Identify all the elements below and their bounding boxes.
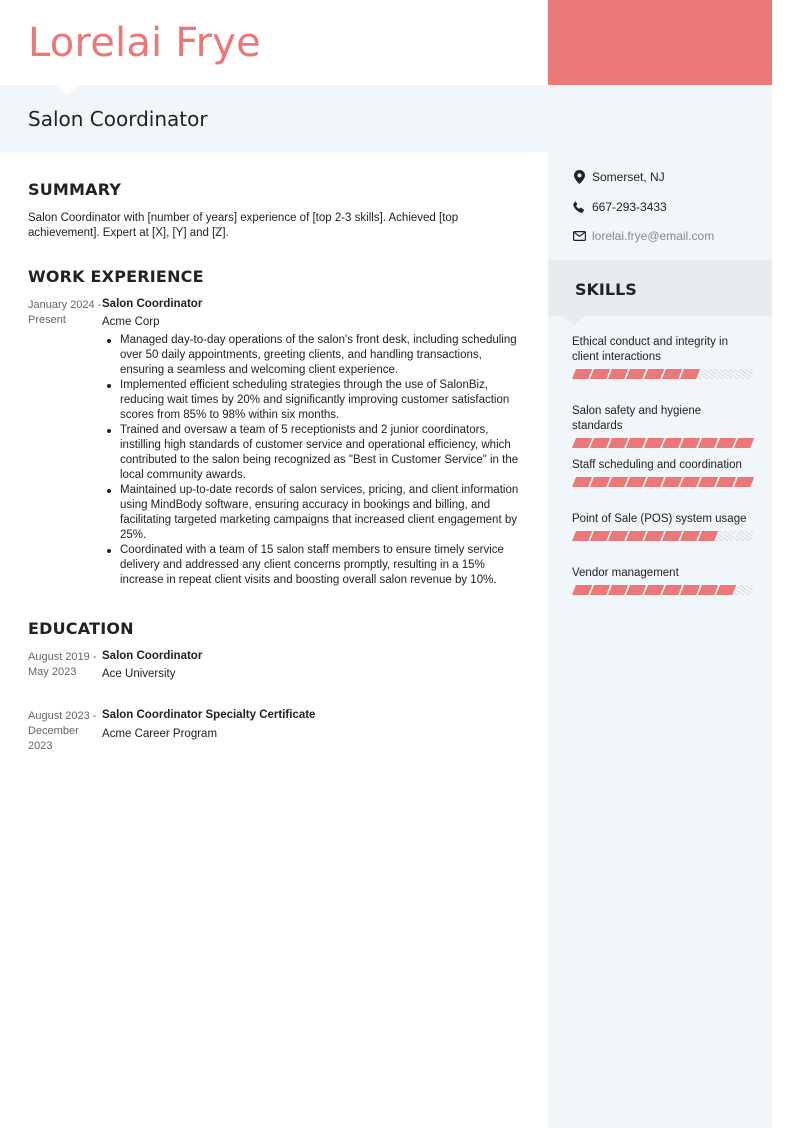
rating-segment-filled [662, 477, 682, 487]
rating-segment-filled [698, 585, 718, 595]
rating-segment-filled [590, 369, 610, 379]
skill-item [572, 566, 754, 597]
skill-label: Ethical conduct and integrity in client interactions [572, 336, 728, 363]
skill-label: Vendor management [572, 567, 679, 579]
rating-segment-filled [716, 477, 736, 487]
rating-segment-filled [680, 585, 700, 595]
rating-segment-filled [662, 585, 682, 595]
work-date: January 2024 - Present [28, 299, 102, 326]
rating-segment-filled [572, 369, 592, 379]
rating-segment-filled [680, 531, 700, 541]
rating-segment-filled [572, 531, 592, 541]
phone-icon [572, 200, 586, 214]
list-item: Managed day-to-day operations of the salon's front desk, including scheduling over 50 daily appointments, greeting clients, and handling transactions, ensuring a seamless and welcoming client experience. [102, 333, 522, 378]
skill-rating-bar [572, 477, 754, 489]
skills-heading: SKILLS [575, 280, 637, 299]
contact-location [572, 170, 665, 184]
rating-segment-filled [644, 438, 664, 448]
work-role: Salon Coordinator [102, 298, 203, 310]
rating-segment-filled [608, 438, 628, 448]
contact-phone [572, 200, 667, 214]
candidate-name: Lorelai Frye [28, 20, 261, 66]
rating-segment-filled [680, 477, 700, 487]
rating-segment-filled [608, 369, 628, 379]
rating-segment-filled [590, 477, 610, 487]
skill-item [572, 512, 754, 543]
rating-segment-filled [608, 477, 628, 487]
education-date: August 2023 - December 2023 [28, 710, 97, 752]
rating-segment-filled [626, 531, 646, 541]
rating-segment-empty [734, 585, 754, 595]
skill-rating-bar [572, 369, 754, 381]
skill-item [572, 335, 754, 381]
skills-header [548, 260, 772, 316]
rating-segment-filled [662, 369, 682, 379]
header-accent-block [548, 0, 772, 85]
education-heading: EDUCATION [28, 619, 134, 638]
rating-segment-filled [608, 585, 628, 595]
list-item: Trained and oversaw a team of 5 receptionists and 2 junior coordinators, instilling high standards of customer service and operational efficiency, which contributed to the salon being recognized as "Best in Customer Service" in the local community awards. [102, 423, 522, 483]
skill-label: Salon safety and hygiene standards [572, 405, 702, 432]
rating-segment-filled [572, 477, 592, 487]
rating-segment-empty [716, 369, 736, 379]
education-role: Salon Coordinator Specialty Certificate [102, 709, 316, 721]
rating-segment-filled [734, 438, 754, 448]
rating-segment-filled [644, 477, 664, 487]
phone-text: 667-293-3433 [592, 200, 667, 214]
rating-segment-filled [716, 438, 736, 448]
work-bullets [102, 333, 522, 588]
education-role: Salon Coordinator [102, 650, 203, 662]
rating-segment-empty [734, 531, 754, 541]
location-text: Somerset, NJ [592, 170, 665, 184]
education-org: Ace University [102, 668, 176, 680]
skill-label: Point of Sale (POS) system usage [572, 513, 747, 525]
work-heading: WORK EXPERIENCE [28, 267, 204, 286]
summary-text: Salon Coordinator with [number of years] experience of [top 2-3 skills]. Achieved [top achievement]. Expert at [X], [Y] and [Z]. [28, 212, 459, 239]
skill-item [572, 404, 754, 450]
rating-segment-filled [662, 438, 682, 448]
rating-segment-filled [698, 438, 718, 448]
envelope-icon [572, 229, 586, 243]
title-notch [56, 85, 78, 96]
map-pin-icon [572, 170, 586, 184]
rating-segment-filled [734, 477, 754, 487]
work-org: Acme Corp [102, 316, 160, 328]
rating-segment-filled [698, 477, 718, 487]
rating-segment-filled [680, 438, 700, 448]
skill-label: Staff scheduling and coordination [572, 459, 742, 471]
rating-segment-filled [698, 531, 718, 541]
rating-segment-filled [590, 585, 610, 595]
rating-segment-filled [626, 585, 646, 595]
skill-rating-bar [572, 531, 754, 543]
rating-segment-filled [626, 477, 646, 487]
email-link[interactable]: lorelai.frye@email.com [592, 229, 715, 243]
skills-notch [563, 316, 585, 325]
list-item: Implemented efficient scheduling strategies through the use of SalonBiz, reducing wait times by 20% and significantly improving customer satisfaction scores from 85% to 98% within six months. [102, 378, 522, 423]
rating-segment-empty [716, 531, 736, 541]
rating-segment-empty [734, 369, 754, 379]
rating-segment-filled [590, 531, 610, 541]
rating-segment-filled [644, 369, 664, 379]
skill-rating-bar [572, 585, 754, 597]
education-date: August 2019 - May 2023 [28, 651, 97, 678]
rating-segment-filled [590, 438, 610, 448]
job-title: Salon Coordinator [28, 107, 208, 131]
rating-segment-filled [572, 585, 592, 595]
rating-segment-filled [626, 369, 646, 379]
list-item: Maintained up-to-date records of salon services, pricing, and client information using MindBody software, ensuring accuracy in bookings and billing, and facilitating targeted marketing campaigns that increased client engagement by 25%. [102, 483, 522, 543]
rating-segment-filled [644, 531, 664, 541]
rating-segment-filled [644, 585, 664, 595]
rating-segment-filled [680, 369, 700, 379]
rating-segment-filled [572, 438, 592, 448]
skill-rating-bar [572, 438, 754, 450]
contact-email[interactable] [572, 229, 714, 243]
rating-segment-filled [662, 531, 682, 541]
education-org: Acme Career Program [102, 728, 218, 740]
rating-segment-filled [716, 585, 736, 595]
summary-heading: SUMMARY [28, 180, 122, 199]
skill-item [572, 458, 754, 489]
list-item: Coordinated with a team of 15 salon staff members to ensure timely service delivery and addressed any client concerns promptly, resulting in a 15% increase in repeat client visits and boosting overall salon revenue by 10%. [102, 543, 522, 588]
rating-segment-empty [698, 369, 718, 379]
rating-segment-filled [626, 438, 646, 448]
rating-segment-filled [608, 531, 628, 541]
